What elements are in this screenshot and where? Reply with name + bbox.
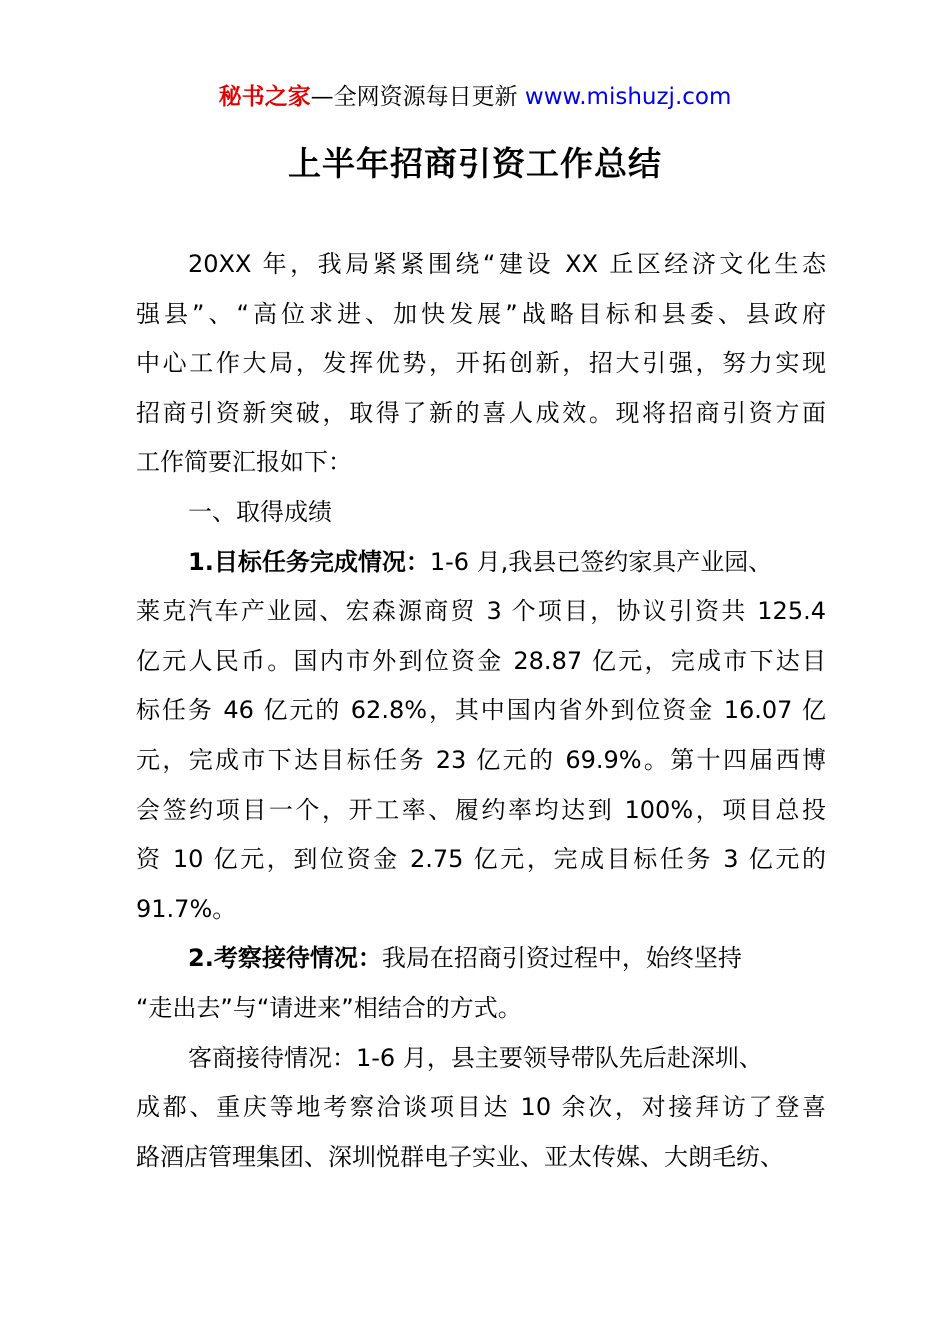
merchant-reception-paragraph	[136, 1034, 826, 1183]
paragraph-line: 元，完成市下达目标任务 23 亿元的 69.9%。第十四届西博	[136, 745, 826, 774]
paragraph-line: 亿元人民币。国内市外到位资金 28.87 亿元，完成市下达目	[136, 646, 826, 675]
paragraph-line: 成都、重庆等地考察洽谈项目达 10 余次，对接拜访了登喜	[136, 1093, 826, 1122]
paragraph-line: 资 10 亿元，到位资金 2.75 亿元，完成目标任务 3 亿元的	[136, 845, 826, 874]
paragraph-line: 20XX 年，我局紧紧围绕“建设 XX 丘区经济文化生态	[188, 250, 826, 278]
paragraph-line: 91.7%。	[136, 894, 237, 923]
paragraph-line: 莱克汽车产业园、宏森源商贸 3 个项目，协议引资共 125.4	[136, 597, 826, 626]
paragraph-lead: 2.考察接待情况：	[188, 944, 382, 973]
paragraph-text: 我局在招商引资过程中，始终坚持	[381, 944, 742, 973]
header-tagline: —全网资源每日更新	[310, 84, 525, 110]
paragraph-line: “走出去”与“请进来”相结合的方式。	[136, 993, 522, 1022]
inspection-reception-paragraph	[136, 934, 826, 1033]
document-body	[136, 240, 826, 1182]
paragraph-line: 客商接待情况：1-6 月，县主要领导带队先后赴深圳、	[188, 1043, 763, 1072]
paragraph-line: 中心工作大局，发挥优势，开拓创新，招大引强，努力实现	[136, 349, 826, 378]
site-header	[0, 80, 950, 114]
brand-name: 秘书之家	[218, 84, 311, 110]
document-title: 上半年招商引资工作总结	[288, 144, 662, 183]
paragraph-line: 招商引资新突破，取得了新的喜人成效。现将招商引资方面	[136, 398, 826, 427]
intro-paragraph	[136, 240, 826, 488]
paragraph-first-line	[136, 934, 826, 984]
paragraph-first-line	[136, 538, 826, 588]
paragraph-lead: 1.目标任务完成情况：	[188, 547, 430, 576]
paragraph-text: 1-6 月,我县已签约家具产业园、	[429, 547, 773, 576]
paragraph-line: 标任务 46 亿元的 62.8%，其中国内省外到位资金 16.07 亿	[136, 696, 826, 725]
paragraph-line: 会签约项目一个，开工率、履约率均达到 100%，项目总投	[136, 795, 826, 824]
site-url-link[interactable]: www.mishuzj.com	[524, 84, 732, 110]
paragraph-line: 路酒店管理集团、深圳悦群电子实业、亚太传媒、大朗毛纺、	[136, 1142, 784, 1171]
section-heading: 一、取得成绩	[188, 497, 332, 526]
paragraph-line: 工作简要汇报如下：	[136, 448, 352, 477]
target-completion-paragraph	[136, 538, 826, 935]
paragraph-line: 强县”、“高位求进、加快发展”战略目标和县委、县政府	[136, 299, 826, 328]
